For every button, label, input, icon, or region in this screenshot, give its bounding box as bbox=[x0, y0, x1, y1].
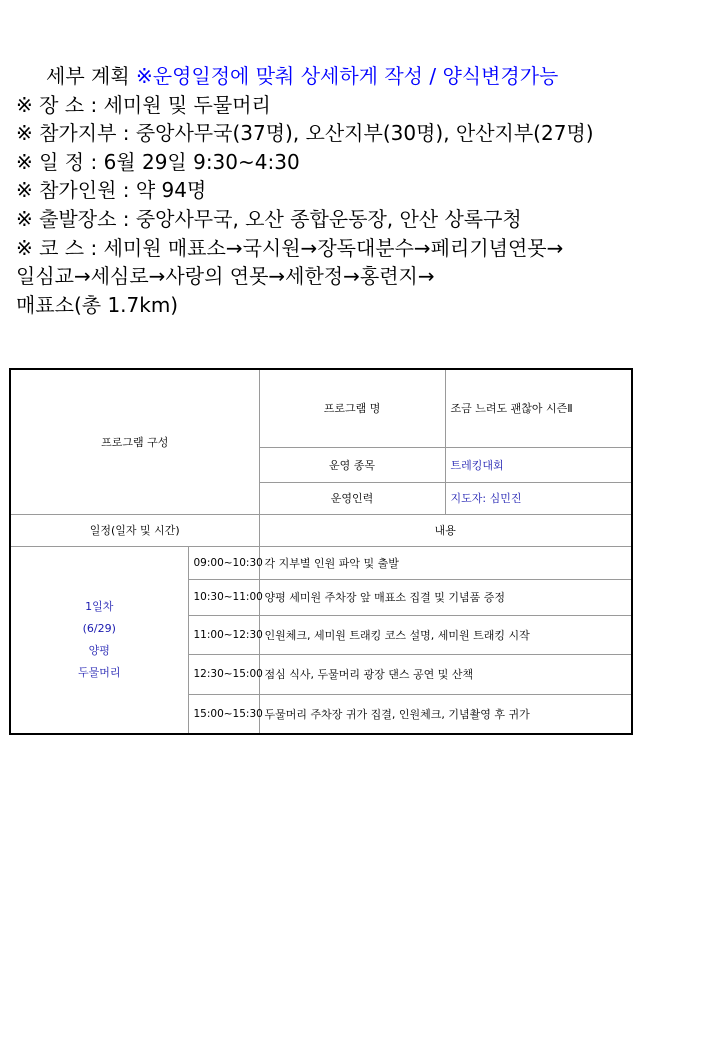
row-time: 09:00~10:30 bbox=[188, 546, 259, 579]
heading-title-prefix: 세부 계획 bbox=[46, 64, 136, 88]
row-content: 점심 식사, 두물머리 광장 댄스 공연 및 산책 bbox=[259, 654, 632, 694]
row-time: 15:00~15:30 bbox=[188, 694, 259, 734]
day-date: (6/29) bbox=[82, 621, 116, 635]
event-type-label: 운영 종목 bbox=[259, 447, 445, 482]
day-cell bbox=[10, 546, 188, 734]
schedule-header: 일정(일자 및 시간) bbox=[10, 514, 259, 546]
heading-place: ※ 장 소 : 세미원 및 두물머리 bbox=[16, 92, 271, 117]
heading-title-note: ※운영일정에 맞춰 상세하게 작성 / 양식변경가능 bbox=[136, 64, 559, 88]
content-header: 내용 bbox=[259, 514, 632, 546]
row-content: 인원체크, 세미원 트래킹 코스 설명, 세미원 트래킹 시작 bbox=[259, 615, 632, 654]
heading-title bbox=[16, 62, 706, 91]
table-row bbox=[10, 546, 632, 579]
day-label: 1일차 bbox=[85, 599, 114, 613]
day-place-detail: 두물머리 bbox=[77, 665, 121, 679]
staff-label: 운영인력 bbox=[259, 482, 445, 514]
staff-value: 지도자: 심민진 bbox=[445, 482, 632, 514]
day-place: 양평 bbox=[88, 643, 110, 657]
heading-course-1: ※ 코 스 : 세미원 매표소→국시원→장독대분수→페리기념연못→ bbox=[16, 235, 564, 260]
row-content: 두물머리 주차장 귀가 집결, 인원체크, 기념촬영 후 귀가 bbox=[259, 694, 632, 734]
event-type-value: 트레킹대회 bbox=[445, 447, 632, 482]
program-composition-label: 프로그램 구성 bbox=[10, 369, 259, 514]
heading-branches: ※ 참가지부 : 중앙사무국(37명), 오산지부(30명), 안산지부(27명) bbox=[16, 121, 594, 146]
heading-course-2: 일심교→세심로→사랑의 연못→세한정→홍련지→ bbox=[16, 264, 435, 289]
row-time: 12:30~15:00 bbox=[188, 654, 259, 694]
row-content: 양평 세미원 주차장 앞 매표소 집결 및 기념품 증정 bbox=[259, 579, 632, 615]
program-name-value: 조금 느려도 괜찮아 시즌Ⅱ bbox=[445, 369, 632, 447]
row-content: 각 지부별 인원 파악 및 출발 bbox=[259, 546, 632, 579]
plan-heading bbox=[16, 62, 706, 319]
program-name-label: 프로그램 명 bbox=[259, 369, 445, 447]
heading-date: ※ 일 정 : 6월 29일 9:30~4:30 bbox=[16, 149, 300, 174]
row-time: 11:00~12:30 bbox=[188, 615, 259, 654]
heading-course-3: 매표소(총 1.7km) bbox=[16, 292, 179, 317]
heading-participants: ※ 참가인원 : 약 94명 bbox=[16, 178, 207, 203]
program-table bbox=[9, 368, 633, 735]
row-time: 10:30~11:00 bbox=[188, 579, 259, 615]
heading-departure: ※ 출발장소 : 중앙사무국, 오산 종합운동장, 안산 상록구청 bbox=[16, 206, 522, 231]
